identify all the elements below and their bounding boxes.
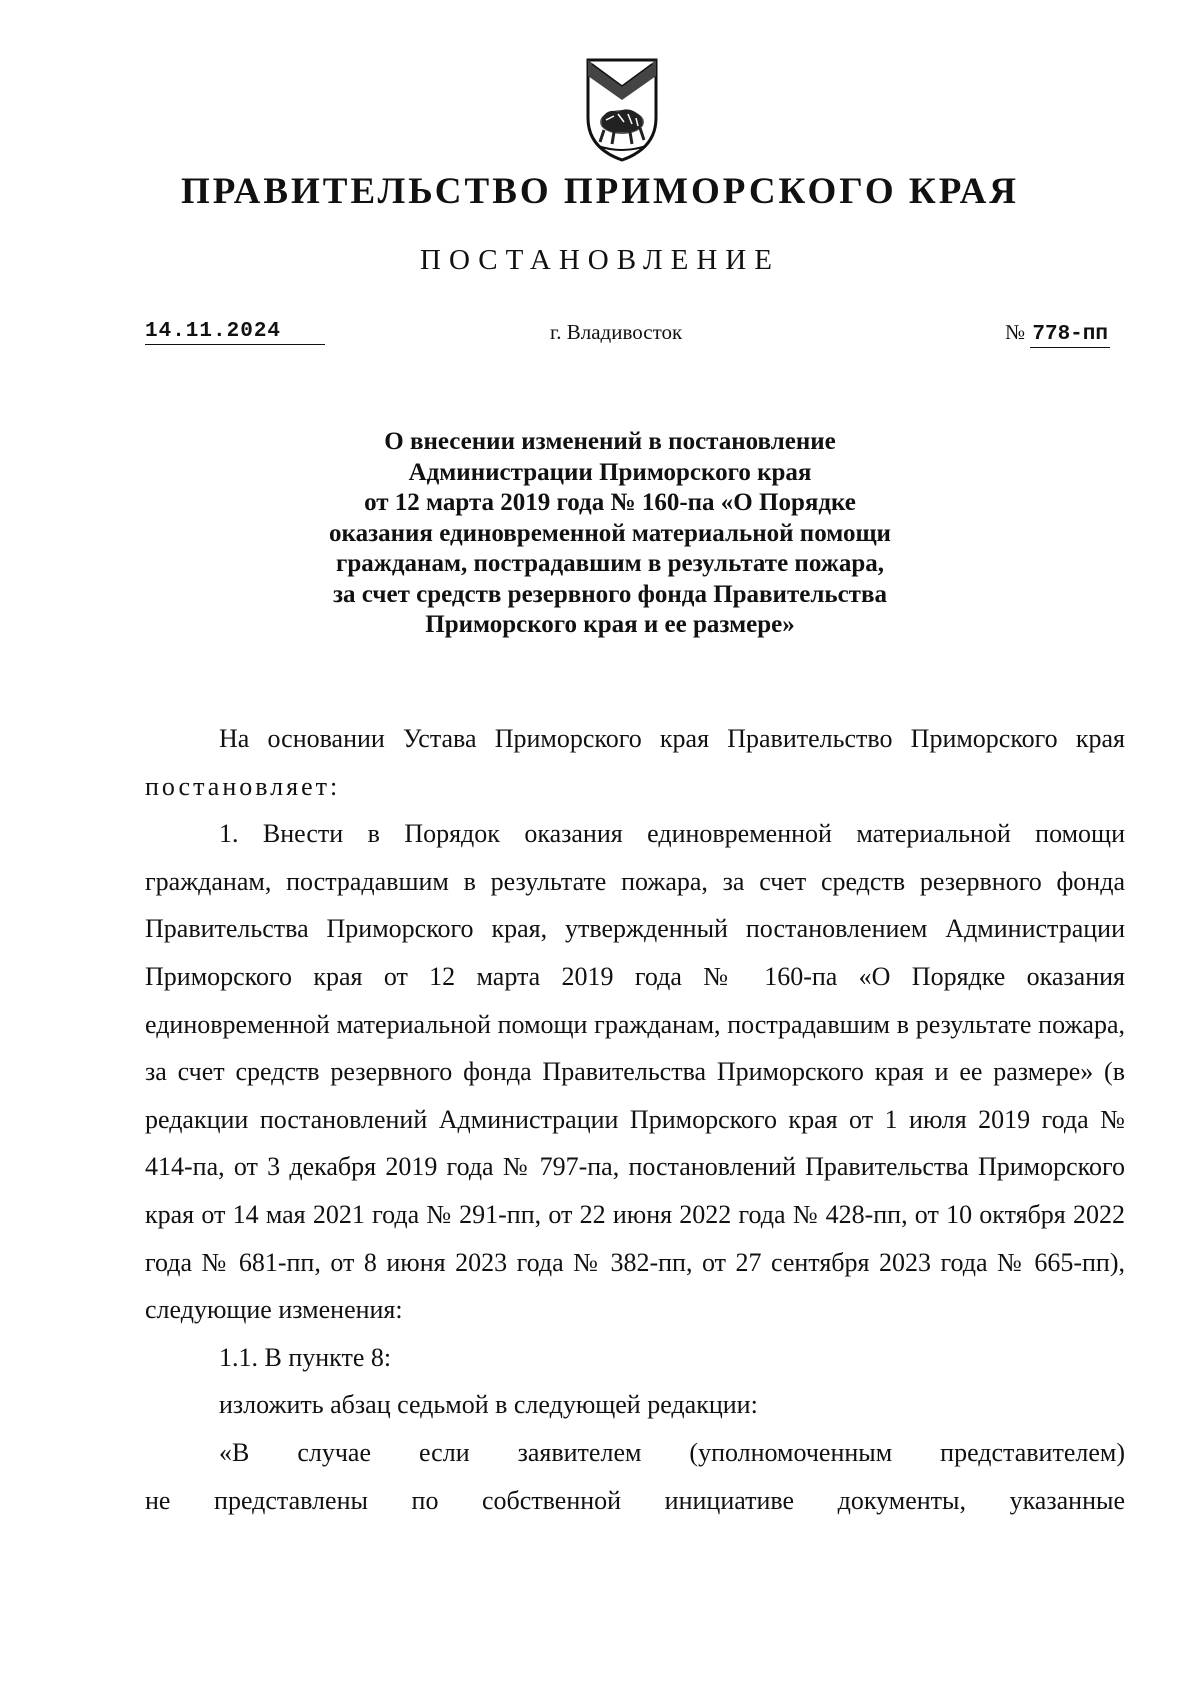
document-number [1005,320,1110,346]
document-date: 14.11.2024 [145,320,325,345]
preamble-text: На основании Устава Приморского края Правительство Приморского края [219,724,1125,753]
item-1-1-paragraph: 1.1. В пункте 8: [219,1342,392,1372]
item-1-1-a-paragraph: изложить абзац седьмой в следующей редакции: [219,1390,758,1420]
item-1-paragraph: 1. Внести в Порядок оказания единовременной материальной помощи гражданам, пострадавшим в результате пожара, за счет средств резервного фонда Правительства Приморского края, утвержденный постановлением Администрации Приморского края от 12 марта 2019 года № 160-па «О Порядке оказания единовременной материальной помощи гражданам, пострадавшим в результате пожара, за счет средств резервного фонда Правительства Приморского края и ее размере» (в редакции постановлений Администрации Приморского края от 1 июля 2019 года № 414-па, от 3 декабря 2019 года № 797-па, постановлений Правительства Приморского края от 14 мая 2021 года № 291-пп, от 22 июня 2022 года № 428-пп, от 10 октября 2022 года № 681-пп, от 8 июня 2023 года № 382-пп, от 27 сентября 2023 года № 665-пп), следующие изменения: [145,819,1125,1325]
government-title: ПРАВИТЕЛЬСТВО ПРИМОРСКОГО КРАЯ [180,171,1020,212]
heading-line: О внесении изменений в постановление [384,428,836,455]
number-prefix: № [1005,320,1026,344]
heading-line: оказания единовременной материальной помощи [329,519,891,547]
heading-line: Администрации Приморского края [408,458,812,486]
document-heading [240,427,980,641]
preamble-paragraph [145,715,1125,810]
quote-line-1: «В случае если заявителем (уполномоченным представителем) [219,1437,1125,1467]
heading-line: за счет средств резервного фонда Правительства [333,580,887,608]
document-type: ПОСТАНОВЛЕНИЕ [420,244,780,276]
quote-line-2: не представлены по собственной инициативе документы, указанные [145,1485,1125,1515]
document-body [145,715,1125,1524]
heading-line: Приморского края и ее размере» [425,611,795,638]
coat-of-arms-emblem [584,56,660,164]
document-city: г. Владивосток [550,320,683,344]
number-value: 778-пп [1032,323,1108,346]
preamble-decree-word: постановляет: [145,771,341,801]
heading-line: гражданам, пострадавшим в результате пожара, [336,550,884,577]
heading-line: от 12 марта 2019 года № 160-па «О Порядке [364,489,856,516]
